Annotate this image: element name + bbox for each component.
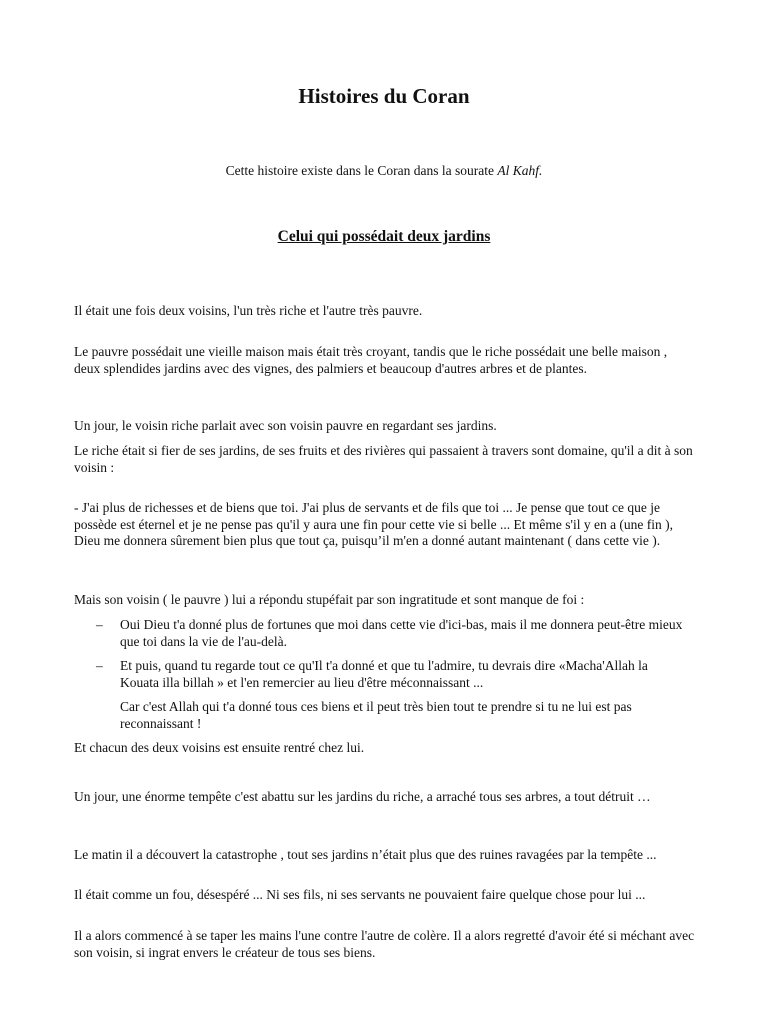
paragraph-3: Un jour, le voisin riche parlait avec son voisin pauvre en regardant ses jardins. — [74, 418, 497, 433]
paragraph-8: Un jour, une énorme tempête c'est abattu sur les jardins du riche, a arraché tous ses arbres, a tout détruit … — [74, 789, 651, 804]
story-subtitle: Celui qui possédait deux jardins — [277, 228, 491, 245]
paragraph-7: Et chacun des deux voisins est ensuite rentré chez lui. — [74, 740, 365, 755]
paragraph-1: Il était une fois deux voisins, l'un très riche et l'autre très pauvre. — [74, 303, 423, 318]
paragraph-2: Le pauvre possédait une vieille maison mais était très croyant, tandis que le riche possédait une belle maison , deux splendides jardins avec des vignes, des palmiers et beaucoup d'autres arbres et de plantes. — [74, 344, 668, 376]
paragraph-10: Il était comme un fou, désespéré ... Ni ses fils, ni ses servants ne pouvaient faire quelque chose pour lui ... — [74, 887, 646, 902]
bullet-text-1: Oui Dieu t'a donné plus de fortunes que moi dans cette vie d'ici-bas, mais il me donnera peut-être mieux que toi dans la vie de l'au-delà. — [120, 617, 683, 649]
paragraph-5: - J'ai plus de richesses et de biens que toi. J'ai plus de servants et de fils que toi ... Je pense que tout ce que je possède est éternel et je ne pense pas qu'il y aura une fin pour cette vie si belle ... Et même s'il y en a (une fin ), Dieu me donnera sûrement bien plus que tout ça, puisqu’il m'en a donné autant maintenant ( dans cette vie ). — [74, 500, 674, 549]
paragraph-4: Le riche était si fier de ses jardins, de ses fruits et des rivières qui passaient à travers sont domaine, qu'il a dit à son voisin : — [74, 443, 693, 475]
sourate-name: Al Kahf. — [497, 163, 543, 178]
bullet-dash-2: – — [96, 658, 103, 673]
intro-line — [0, 163, 768, 179]
paragraph-6: Mais son voisin ( le pauvre ) lui a répondu stupéfait par son ingratitude et sont manque de foi : — [74, 592, 585, 607]
bullet-text-2: Et puis, quand tu regarde tout ce qu'Il t'a donné et que tu l'admire, tu devrais dire «Macha'Allah la Kouata illa billah » et l'en remercier au lieu d'être méconnaissant ... — [120, 658, 648, 690]
bullet-continuation-2: Car c'est Allah qui t'a donné tous ces biens et il peut très bien tout te prendre si tu ne lui est pas reconnaissant ! — [120, 699, 632, 731]
paragraph-11: Il a alors commencé à se taper les mains l'une contre l'autre de colère. Il a alors regretté d'avoir été si méchant avec son voisin, si ingrat envers le créateur de tous ses biens. — [74, 928, 695, 960]
paragraph-9: Le matin il a découvert la catastrophe , tout ses jardins n’était plus que des ruines ravagées par la tempête ... — [74, 847, 657, 862]
page-title: Histoires du Coran — [298, 84, 470, 108]
bullet-dash-1: – — [96, 617, 103, 632]
intro-text: Cette histoire existe dans le Coran dans la sourate — [225, 163, 498, 178]
